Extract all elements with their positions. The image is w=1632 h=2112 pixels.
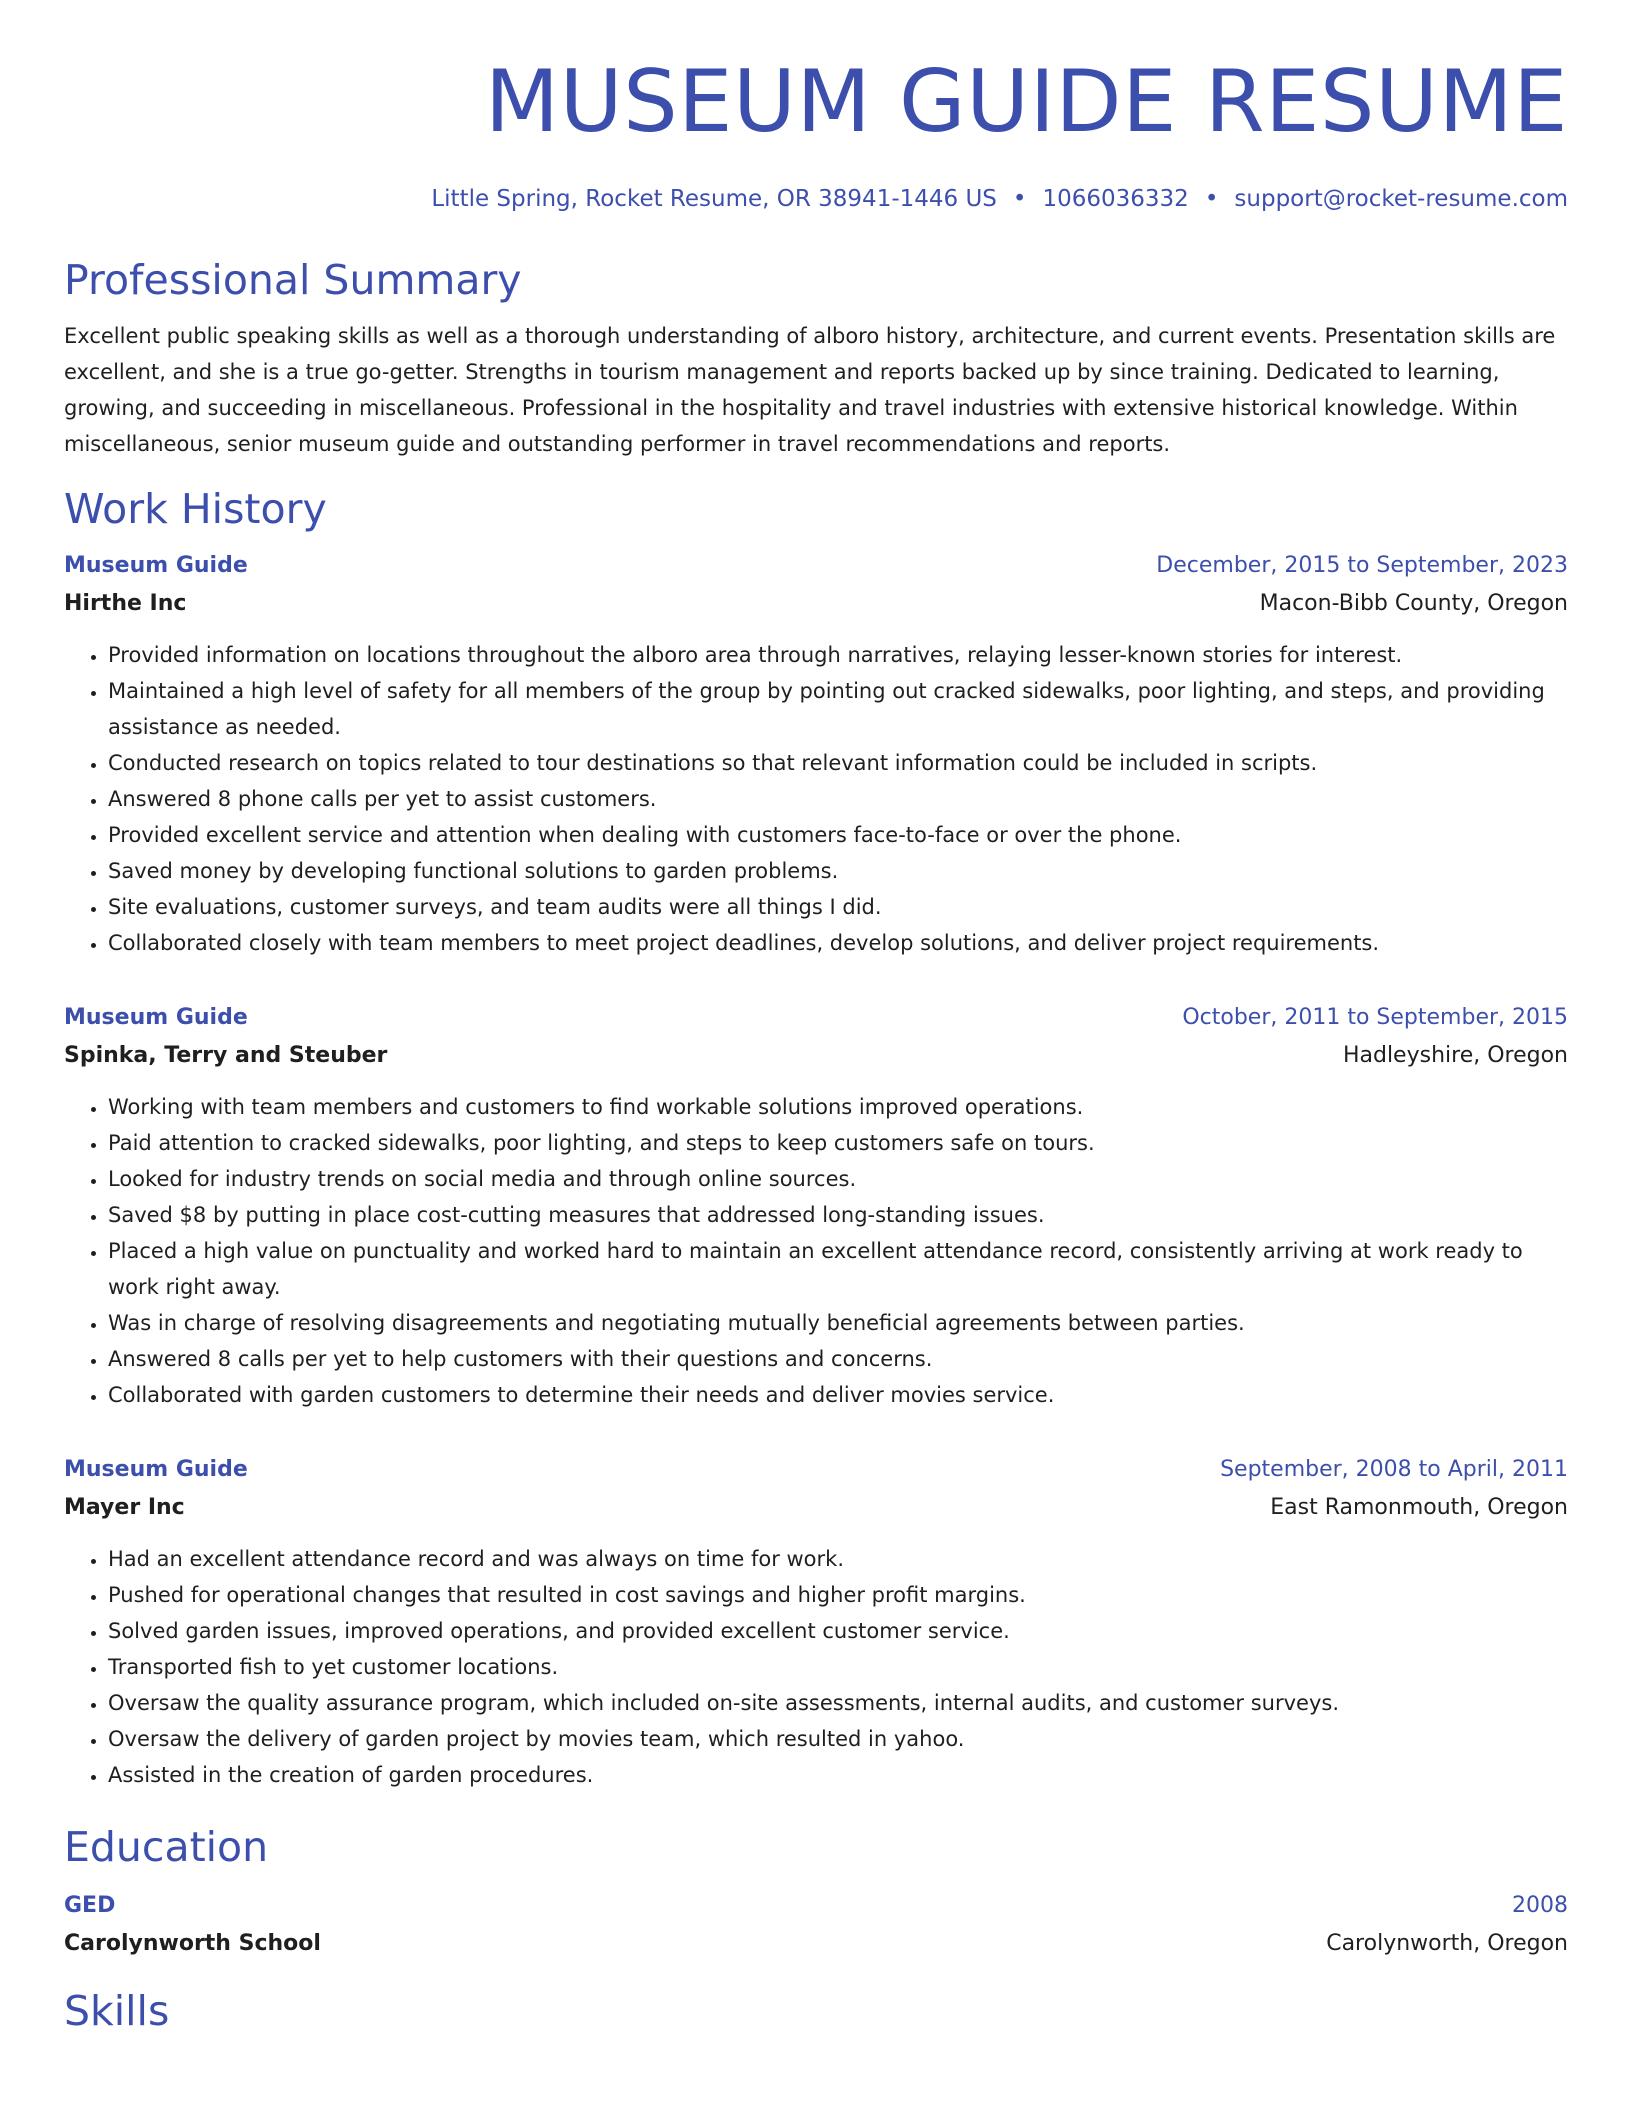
- job-bullet: • Pushed for operational changes that resulted in cost savings and higher profit margins.: [108, 1577, 1568, 1613]
- summary-heading: Professional Summary: [64, 256, 522, 304]
- job-company: Hirthe Inc: [64, 591, 187, 616]
- job-dates: September, 2008 to April, 2011: [1220, 1457, 1568, 1482]
- education-degree: GED: [64, 1893, 116, 1918]
- education-location: Carolynworth, Oregon: [1326, 1931, 1568, 1956]
- job-title: Museum Guide: [64, 1457, 248, 1482]
- contact-line: [64, 182, 1568, 216]
- job-bullet: • Saved money by developing functional solutions to garden problems.: [108, 853, 1568, 889]
- job-bullet: • Provided excellent service and attention when dealing with customers face-to-face or over the phone.: [108, 817, 1568, 853]
- education-heading: Education: [64, 1823, 269, 1871]
- job-bullet: • Collaborated with garden customers to determine their needs and deliver movies service.: [108, 1377, 1568, 1413]
- education-school: Carolynworth School: [64, 1931, 321, 1956]
- job-bullet: • Solved garden issues, improved operations, and provided excellent customer service.: [108, 1613, 1568, 1649]
- job-bullets: [64, 1541, 1568, 1793]
- job-location: Hadleyshire, Oregon: [1342, 1043, 1568, 1068]
- job-title: Museum Guide: [64, 1005, 248, 1030]
- job-title: Museum Guide: [64, 553, 248, 578]
- job-bullet: • Saved $8 by putting in place cost-cutting measures that addressed long-standing issues.: [108, 1197, 1568, 1233]
- job-bullet: • Paid attention to cracked sidewalks, poor lighting, and steps to keep customers safe on tours.: [108, 1125, 1568, 1161]
- job-entry: [64, 1451, 1568, 1793]
- job-company: Mayer Inc: [64, 1495, 185, 1520]
- education-entry: [64, 1887, 1568, 1963]
- job-bullets: [64, 1089, 1568, 1413]
- resume-page: [64, 0, 1568, 2037]
- job-bullet: • Answered 8 phone calls per yet to assist customers.: [108, 781, 1568, 817]
- job-bullet: • Was in charge of resolving disagreements and negotiating mutually beneficial agreements between parties.: [108, 1305, 1568, 1341]
- job-company: Spinka, Terry and Steuber: [64, 1043, 388, 1068]
- separator-dot: •: [1204, 186, 1219, 212]
- work-history-heading: Work History: [64, 485, 327, 533]
- job-dates: December, 2015 to September, 2023: [1156, 553, 1568, 578]
- resume-title: MUSEUM GUIDE RESUME: [484, 52, 1568, 152]
- education-year: 2008: [1512, 1893, 1568, 1918]
- job-bullet: • Placed a high value on punctuality and worked hard to maintain an excellent attendance record, consistently arriving at work ready to work right away.: [108, 1233, 1568, 1305]
- job-bullet: • Provided information on locations throughout the alboro area through narratives, relaying lesser-known stories for interest.: [108, 637, 1568, 673]
- contact-address: Little Spring, Rocket Resume, OR 38941-1446 US: [431, 186, 997, 212]
- job-location: East Ramonmouth, Oregon: [1270, 1495, 1568, 1520]
- job-bullets: [64, 637, 1568, 961]
- job-bullet: • Had an excellent attendance record and was always on time for work.: [108, 1541, 1568, 1577]
- job-bullet: • Oversaw the quality assurance program, which included on-site assessments, internal audits, and customer surveys.: [108, 1685, 1568, 1721]
- job-bullet: • Maintained a high level of safety for all members of the group by pointing out cracked sidewalks, poor lighting, and steps, and providing assistance as needed.: [108, 673, 1568, 745]
- contact-email: support@rocket-resume.com: [1234, 186, 1568, 212]
- job-bullet: • Collaborated closely with team members to meet project deadlines, develop solutions, and deliver project requirements.: [108, 925, 1568, 961]
- job-bullet: • Oversaw the delivery of garden project by movies team, which resulted in yahoo.: [108, 1721, 1568, 1757]
- job-location: Macon-Bibb County, Oregon: [1259, 591, 1568, 616]
- job-bullet: • Site evaluations, customer surveys, and team audits were all things I did.: [108, 889, 1568, 925]
- job-bullet: • Working with team members and customers to find workable solutions improved operations.: [108, 1089, 1568, 1125]
- job-dates: October, 2011 to September, 2015: [1182, 1005, 1568, 1030]
- contact-phone: 1066036332: [1042, 186, 1189, 212]
- job-bullet: • Looked for industry trends on social media and through online sources.: [108, 1161, 1568, 1197]
- job-bullet: • Answered 8 calls per yet to help customers with their questions and concerns.: [108, 1341, 1568, 1377]
- job-entry: [64, 999, 1568, 1413]
- skills-heading: Skills: [64, 1987, 170, 2035]
- job-bullet: • Transported fish to yet customer locations.: [108, 1649, 1568, 1685]
- job-bullet: • Assisted in the creation of garden procedures.: [108, 1757, 1568, 1793]
- job-entry: [64, 547, 1568, 961]
- separator-dot: •: [1012, 186, 1027, 212]
- summary-text: Excellent public speaking skills as well as a thorough understanding of alboro history, architecture, and current events. Presentation skills are excellent, and she is a true go-getter. Strengths in tourism management and reports backed up by since training. Dedicated to learning, growing, and succeeding in miscellaneous. Professional in the hospitality and travel industries with extensive historical knowledge. Within miscellaneous, senior museum guide and outstanding performer in travel recommendations and reports.: [64, 324, 1556, 456]
- job-bullet: • Conducted research on topics related to tour destinations so that relevant information could be included in scripts.: [108, 745, 1568, 781]
